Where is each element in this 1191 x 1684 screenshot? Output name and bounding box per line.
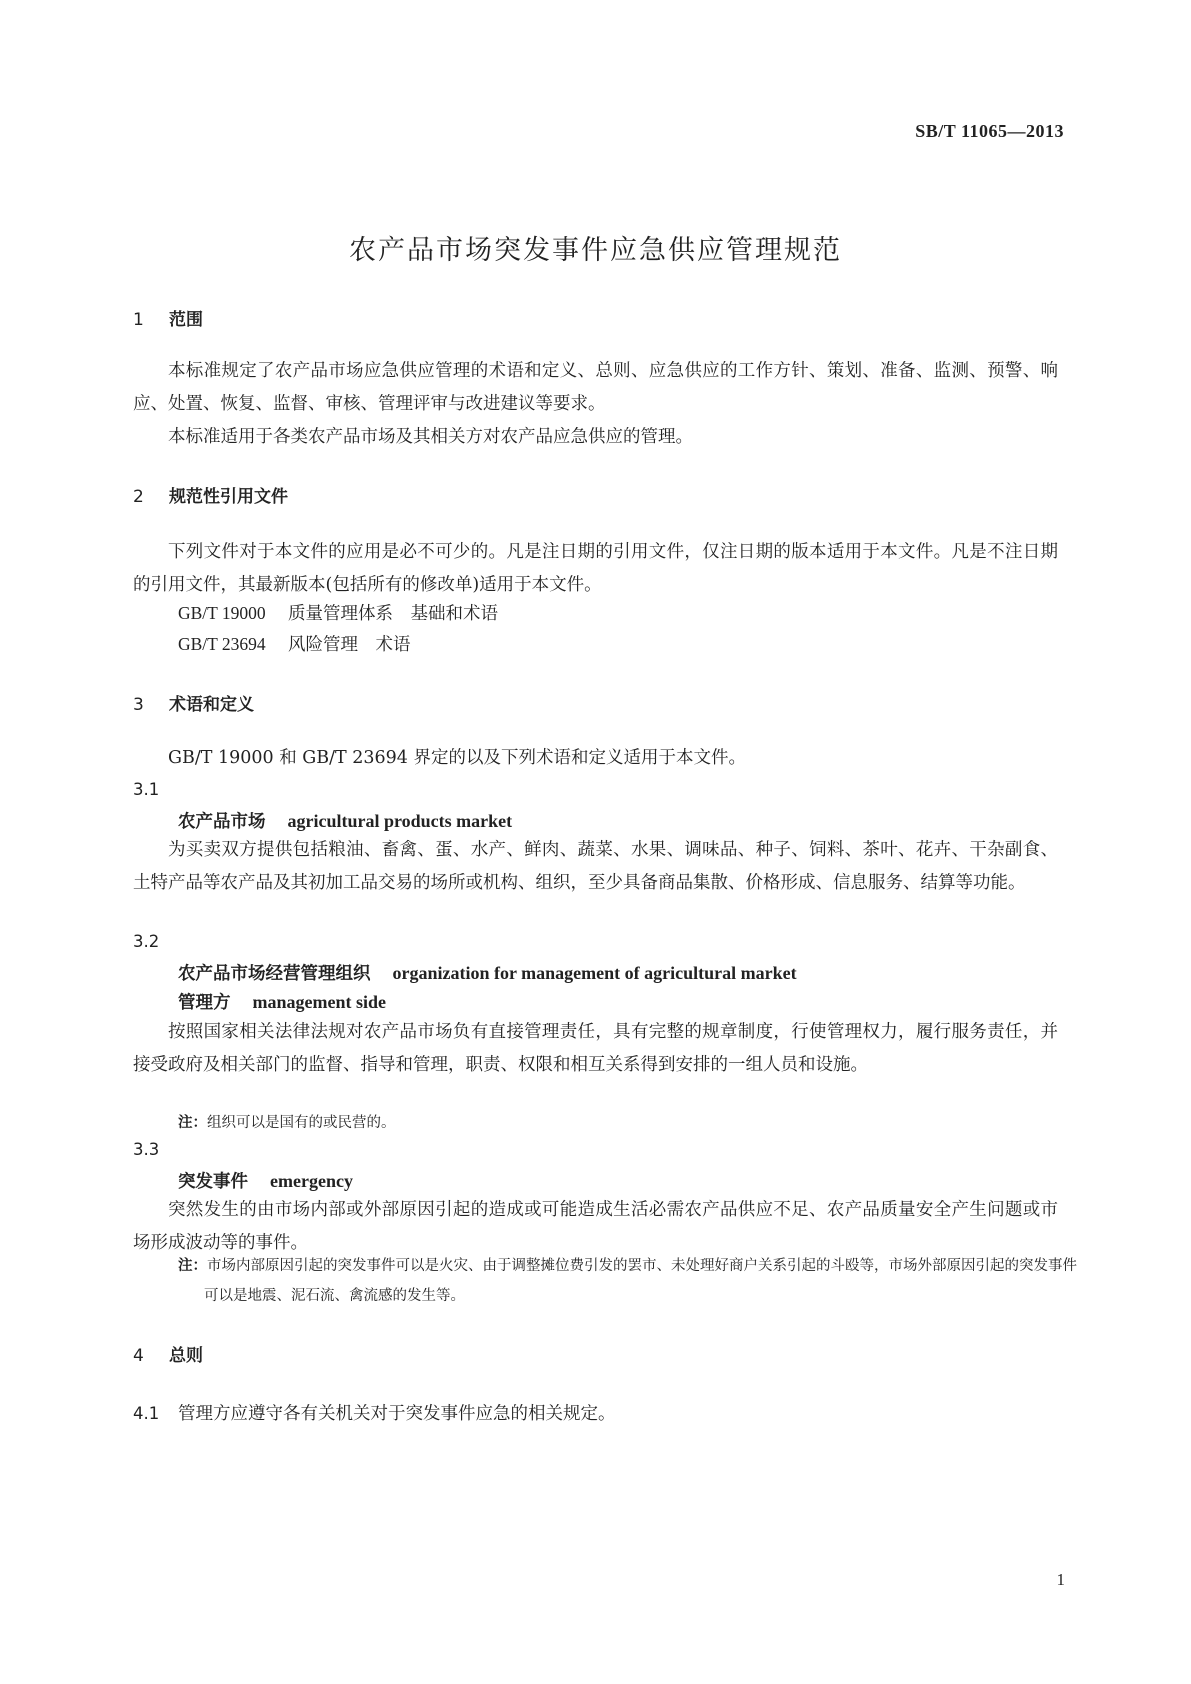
section-number: 4 <box>133 1346 144 1366</box>
section-4-heading <box>133 1341 203 1366</box>
section-2-heading <box>133 482 288 507</box>
term-english: management side <box>252 992 386 1012</box>
section-2-paragraph: 下列文件对于本文件的应用是必不可少的。凡是注日期的引用文件，仅注日期的版本适用于本文件。凡是不注日期的引用文件，其最新版本(包括所有的修改单)适用于本文件。 <box>133 542 1058 595</box>
term-3-2 <box>178 960 797 985</box>
note-text: 组织可以是国有的或民营的。 <box>207 1115 396 1131</box>
term-3-3-number: 3.3 <box>133 1140 160 1159</box>
term-3-1-definition: 为买卖双方提供包括粮油、畜禽、蛋、水产、鲜肉、蔬菜、水果、调味品、种子、饲料、茶叶、花卉、干杂副食、土特产品等农产品及其初加工品交易的场所或机构、组织，至少具备商品集散、价格形成、信息服务、结算等功能。 <box>133 840 1058 893</box>
clause-number: 4.1 <box>133 1404 160 1423</box>
term-3-2-number: 3.2 <box>133 932 160 951</box>
reference-title: 风险管理 术语 <box>288 635 411 655</box>
section-3-intro: GB/T 19000 和 GB/T 23694 界定的以及下列术语和定义适用于本文件。 <box>168 748 746 768</box>
section-number: 3 <box>133 695 144 715</box>
reference-title: 质量管理体系 基础和术语 <box>288 604 498 624</box>
term-3-1 <box>178 808 512 833</box>
note-label: 注： <box>178 1258 207 1274</box>
page-number: 1 <box>1056 1570 1065 1589</box>
section-3-heading <box>133 690 254 715</box>
term-3-3-note <box>178 1251 1084 1311</box>
term-chinese: 农产品市场 <box>178 812 266 832</box>
document-title: 农产品市场突发事件应急供应管理规范 <box>349 235 842 266</box>
section-title: 范围 <box>169 310 203 330</box>
section-number: 2 <box>133 487 144 507</box>
section-title: 规范性引用文件 <box>169 487 288 507</box>
term-english: organization for management of agricultural market <box>392 963 797 983</box>
note-text: 市场内部原因引起的突发事件可以是火灾、由于调整摊位费引发的罢市、未处理好商户关系引起的斗殴等，市场外部原因引起的突发事件可以是地震、泥石流、禽流感的发生等。 <box>204 1258 1077 1304</box>
term-3-1-number: 3.1 <box>133 780 160 799</box>
term-3-3-definition: 突然发生的由市场内部或外部原因引起的造成或可能造成生活必需农产品供应不足、农产品质量安全产生问题或市场形成波动等的事件。 <box>133 1200 1058 1253</box>
term-3-2-note <box>178 1108 1058 1138</box>
reference-code: GB/T 23694 <box>178 634 266 654</box>
clause-4-1 <box>133 1400 616 1425</box>
clause-text: 管理方应遵守各有关机关对于突发事件应急的相关规定。 <box>178 1404 616 1424</box>
term-english: agricultural products market <box>287 811 513 831</box>
section-title: 术语和定义 <box>169 695 254 715</box>
section-number: 1 <box>133 310 144 330</box>
note-label: 注： <box>178 1115 207 1131</box>
normative-reference <box>178 600 498 625</box>
section-1-paragraph-1: 本标准规定了农产品市场应急供应管理的术语和定义、总则、应急供应的工作方针、策划、准备、监测、预警、响应、处置、恢复、监督、审核、管理评审与改进建议等要求。 <box>133 361 1058 414</box>
reference-code: GB/T 19000 <box>178 603 266 623</box>
term-chinese: 管理方 <box>178 993 231 1013</box>
term-3-2-synonym <box>178 989 386 1014</box>
section-title: 总则 <box>169 1346 203 1366</box>
term-chinese: 突发事件 <box>178 1172 248 1192</box>
standard-code: SB/T 11065—2013 <box>915 121 1064 141</box>
term-3-3 <box>178 1168 353 1193</box>
term-chinese: 农产品市场经营管理组织 <box>178 964 371 984</box>
normative-reference <box>178 631 411 656</box>
term-english: emergency <box>270 1171 353 1191</box>
section-1-heading <box>133 305 203 330</box>
section-1-paragraph-2: 本标准适用于各类农产品市场及其相关方对农产品应急供应的管理。 <box>168 427 693 447</box>
term-3-2-definition: 按照国家相关法律法规对农产品市场负有直接管理责任，具有完整的规章制度，行使管理权力，履行服务责任，并接受政府及相关部门的监督、指导和管理，职责、权限和相互关系得到安排的一组人员和设施。 <box>133 1022 1058 1075</box>
